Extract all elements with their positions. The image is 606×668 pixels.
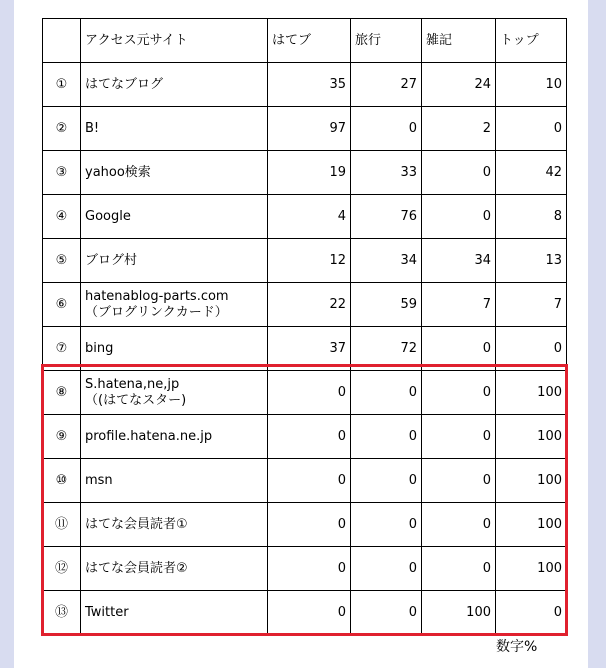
table-row <box>43 151 567 195</box>
table-row <box>43 591 567 635</box>
row-misc-value: 100 <box>422 591 496 635</box>
row-hatebu-value: 19 <box>268 151 351 195</box>
row-site <box>81 459 268 503</box>
row-index: ⑧ <box>43 371 81 415</box>
row-travel-value: 0 <box>351 459 422 503</box>
row-top-value: 13 <box>496 239 567 283</box>
site-name-line: ブログ村 <box>85 252 138 268</box>
access-source-table <box>42 18 567 635</box>
row-hatebu-value: 0 <box>268 591 351 635</box>
row-misc-value: 2 <box>422 107 496 151</box>
row-top-value: 100 <box>496 371 567 415</box>
row-top-value: 100 <box>496 459 567 503</box>
table-row <box>43 415 567 459</box>
row-site <box>81 591 268 635</box>
row-hatebu-value: 0 <box>268 547 351 591</box>
table-row <box>43 327 567 371</box>
row-site <box>81 371 268 415</box>
row-top-value: 10 <box>496 63 567 107</box>
site-name-line: Google <box>85 208 131 224</box>
row-hatebu-value: 22 <box>268 283 351 327</box>
table-row <box>43 459 567 503</box>
row-index: ⑫ <box>43 547 81 591</box>
row-misc-value: 0 <box>422 371 496 415</box>
row-hatebu-value: 0 <box>268 503 351 547</box>
row-travel-value: 59 <box>351 283 422 327</box>
row-misc-value: 0 <box>422 503 496 547</box>
table-body <box>43 63 567 635</box>
row-travel-value: 0 <box>351 591 422 635</box>
row-site <box>81 63 268 107</box>
row-hatebu-value: 97 <box>268 107 351 151</box>
site-name-line: （(はてなスター) <box>85 392 187 408</box>
row-index: ⑪ <box>43 503 81 547</box>
row-top-value: 100 <box>496 547 567 591</box>
table-row <box>43 195 567 239</box>
table-row <box>43 503 567 547</box>
site-name-line: Twitter <box>85 604 129 620</box>
header-top: トップ <box>496 19 567 63</box>
row-travel-value: 27 <box>351 63 422 107</box>
row-index: ② <box>43 107 81 151</box>
row-misc-value: 0 <box>422 547 496 591</box>
header-misc: 雑記 <box>422 19 496 63</box>
row-site <box>81 151 268 195</box>
row-site <box>81 327 268 371</box>
header-hatebu: はてブ <box>268 19 351 63</box>
table-row <box>43 547 567 591</box>
row-travel-value: 0 <box>351 503 422 547</box>
row-top-value: 0 <box>496 591 567 635</box>
header-travel: 旅行 <box>351 19 422 63</box>
row-hatebu-value: 0 <box>268 415 351 459</box>
row-misc-value: 0 <box>422 415 496 459</box>
row-top-value: 100 <box>496 415 567 459</box>
row-index: ⑦ <box>43 327 81 371</box>
row-misc-value: 0 <box>422 327 496 371</box>
row-hatebu-value: 12 <box>268 239 351 283</box>
row-travel-value: 0 <box>351 371 422 415</box>
row-travel-value: 76 <box>351 195 422 239</box>
header-index <box>43 19 81 63</box>
site-name-line: はてなブログ <box>85 76 164 92</box>
footnote-unit: 数字% <box>496 639 538 655</box>
row-site <box>81 547 268 591</box>
row-index: ③ <box>43 151 81 195</box>
row-travel-value: 0 <box>351 415 422 459</box>
row-index: ① <box>43 63 81 107</box>
row-hatebu-value: 37 <box>268 327 351 371</box>
row-site <box>81 283 268 327</box>
table-row <box>43 63 567 107</box>
row-hatebu-value: 35 <box>268 63 351 107</box>
row-index: ⑬ <box>43 591 81 635</box>
site-name-line: （ブログリンクカード） <box>85 304 228 320</box>
row-misc-value: 7 <box>422 283 496 327</box>
site-name-line: はてな会員読者① <box>85 516 188 532</box>
row-index: ④ <box>43 195 81 239</box>
row-index: ⑨ <box>43 415 81 459</box>
row-travel-value: 33 <box>351 151 422 195</box>
row-top-value: 0 <box>496 327 567 371</box>
site-name-line: yahoo検索 <box>85 164 151 180</box>
header-row <box>43 19 567 63</box>
row-index: ⑤ <box>43 239 81 283</box>
site-name-line: B! <box>85 120 100 136</box>
row-misc-value: 34 <box>422 239 496 283</box>
row-site <box>81 415 268 459</box>
row-index: ⑥ <box>43 283 81 327</box>
table-row <box>43 283 567 327</box>
row-top-value: 7 <box>496 283 567 327</box>
row-hatebu-value: 0 <box>268 459 351 503</box>
row-top-value: 100 <box>496 503 567 547</box>
row-travel-value: 72 <box>351 327 422 371</box>
row-index: ⑩ <box>43 459 81 503</box>
site-name-line: msn <box>85 472 113 488</box>
row-hatebu-value: 4 <box>268 195 351 239</box>
row-top-value: 0 <box>496 107 567 151</box>
site-name-line: S.hatena,ne,jp <box>85 376 180 392</box>
row-misc-value: 24 <box>422 63 496 107</box>
row-misc-value: 0 <box>422 151 496 195</box>
row-misc-value: 0 <box>422 195 496 239</box>
site-name-line: bing <box>85 340 114 356</box>
site-name-line: profile.hatena.ne.jp <box>85 428 213 444</box>
row-travel-value: 34 <box>351 239 422 283</box>
row-travel-value: 0 <box>351 107 422 151</box>
site-name-line: はてな会員読者② <box>85 560 188 576</box>
header-site: アクセス元サイト <box>81 19 268 63</box>
row-top-value: 8 <box>496 195 567 239</box>
row-travel-value: 0 <box>351 547 422 591</box>
row-site <box>81 239 268 283</box>
row-top-value: 42 <box>496 151 567 195</box>
site-name-line: hatenablog-parts.com <box>85 288 229 304</box>
row-hatebu-value: 0 <box>268 371 351 415</box>
row-site <box>81 503 268 547</box>
row-misc-value: 0 <box>422 459 496 503</box>
row-site <box>81 195 268 239</box>
table-row <box>43 371 567 415</box>
table-row <box>43 239 567 283</box>
row-site <box>81 107 268 151</box>
table-row <box>43 107 567 151</box>
